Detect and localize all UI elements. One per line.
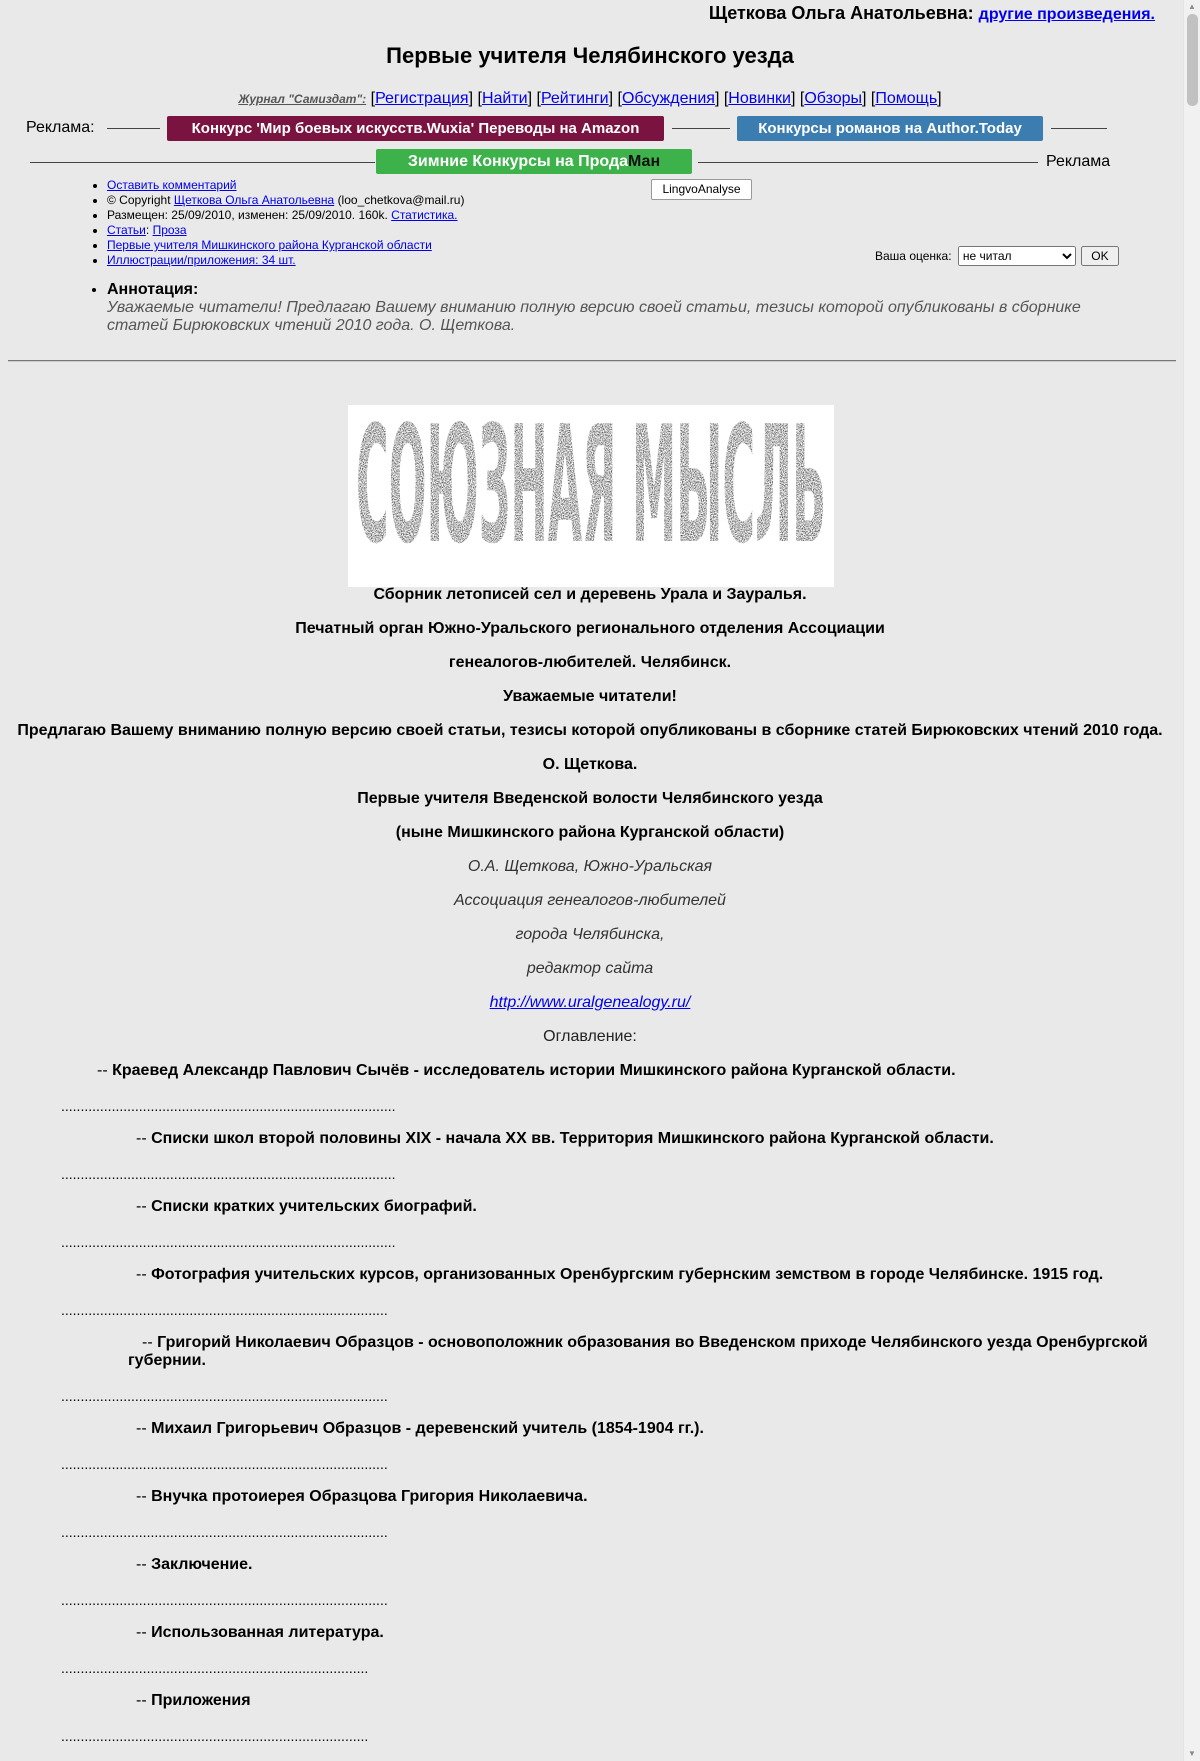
scroll-up-arrow-icon[interactable]: ▲ — [1188, 2, 1196, 11]
nav-help[interactable]: Помощь — [875, 90, 938, 107]
toc-item[interactable] — [136, 1488, 588, 1506]
ad-row-2 — [0, 149, 1180, 177]
body-line: Предлагаю Вашему вниманию полную версию своей статьи, тезисы которой опубликованы в сборнике статей Бирюковских чтений 2010 года. — [17, 722, 1163, 739]
toc-item-text: Заключение. — [151, 1556, 253, 1573]
toc-item-text: Фотография учительских курсов, организованных Оренбургским губернским земством в городе Челябинске. 1915 год. — [151, 1266, 1104, 1283]
lingvo-analyse-button[interactable]: LingvoAnalyse — [651, 179, 752, 200]
ad-divider — [30, 162, 375, 163]
nav-new[interactable]: Новинки — [728, 90, 791, 107]
toc-dash: -- — [136, 1692, 147, 1709]
copyright-author-link[interactable]: Щеткова Ольга Анатольевна — [173, 193, 335, 207]
copyright-email: (loo_chetkova@mail.ru) — [337, 193, 465, 207]
page-title: Первые учителя Челябинского уезда — [386, 43, 794, 68]
ad-label-right: Реклама — [1046, 153, 1111, 170]
body-line: города Челябинска, — [515, 926, 665, 943]
ad-row-1 — [0, 115, 1180, 143]
body-line: генеалогов-любителей. Челябинск. — [448, 654, 732, 671]
toc-item-text: Использованная литература. — [151, 1624, 384, 1641]
body-line: Ассоциация генеалогов-любителей — [454, 892, 726, 909]
category-link[interactable]: Статьи — [107, 223, 146, 237]
toc-dash: -- — [136, 1198, 147, 1215]
header-divider — [8, 360, 1176, 362]
rating-label: Ваша оценка: — [875, 249, 952, 263]
ad-prodaman-button[interactable] — [376, 149, 692, 174]
body-line: редактор сайта — [526, 960, 654, 977]
toc-dash: -- — [136, 1556, 147, 1573]
toc-item-text-cont: губернии. — [128, 1352, 206, 1369]
toc-item[interactable] — [136, 1692, 251, 1710]
body-line: Сборник летописей сел и деревень Урала и Зауралья. — [373, 586, 807, 603]
toc-item-text: Списки кратких учительских биографий. — [151, 1198, 477, 1215]
journal-link[interactable]: Журнал "Самиздат": — [238, 92, 367, 106]
related-work-link[interactable]: Первые учителя Мишкинского района Курганской области — [107, 238, 432, 252]
posted-info: Размещен: 25/09/2010, изменен: 25/09/2010. 160k. — [107, 208, 388, 222]
other-works-link[interactable]: другие произведения. — [978, 6, 1155, 23]
leave-comment-link[interactable]: Оставить комментарий — [107, 178, 237, 192]
body-line: Печатный орган Южно-Уральского регионального отделения Ассоциации — [295, 620, 885, 637]
logo-text: СОЮЗНАЯ МЫСЛЬ — [356, 405, 826, 580]
site-nav: Журнал "Самиздат": [Регистрация] [Найти] [Рейтинги] [Обсуждения] [Новинки] [Обзоры] [Помощь] — [238, 90, 942, 107]
toc-dots: ...................................................................................... — [61, 1234, 396, 1250]
toc-dots: .................................................................................... — [61, 1388, 388, 1404]
toc-item-text: Краевед Александр Павлович Сычёв - исследователь истории Мишкинского района Курганской области. — [112, 1062, 956, 1079]
ad-prodaman-suffix: Ман — [628, 153, 661, 170]
statistics-link[interactable]: Статистика. — [391, 208, 458, 222]
ad-prodaman-text: Зимние Конкурсы на Прода — [407, 153, 629, 170]
meta-item: • Статьи: Проза — [107, 223, 464, 238]
scrollbar-thumb[interactable] — [1187, 14, 1198, 106]
annotation-text: Уважаемые читатели! Предлагаю Вашему вниманию полную версию своей статьи, тезисы которой опубликованы в сборнике статей Бирюковских чтений 2010 года. О. Щеткова. — [107, 299, 1081, 334]
body-line: О. Щеткова. — [542, 756, 638, 773]
toc-dash: -- — [136, 1420, 147, 1437]
toc-dash: -- — [136, 1266, 147, 1283]
meta-item — [107, 253, 464, 268]
toc-item[interactable] — [136, 1624, 384, 1642]
annotation — [95, 281, 1095, 335]
toc-item[interactable] — [97, 1062, 956, 1080]
genre-link[interactable]: Проза — [152, 223, 187, 237]
toc-dash: -- — [136, 1488, 147, 1505]
toc-item[interactable] — [136, 1420, 704, 1438]
ad-wuxia-button[interactable]: Конкурс 'Мир боевых искусств.Wuxia' Переводы на Amazon — [167, 116, 664, 141]
body-line: Уважаемые читатели! — [503, 688, 677, 705]
meta-item — [107, 193, 464, 208]
toc-dash: -- — [136, 1130, 147, 1147]
toc-item-text: Списки школ второй половины XIX - начала XX вв. Территория Мишкинского района Курганской области. — [151, 1130, 994, 1147]
site-link-line — [0, 994, 1180, 1012]
nav-ratings[interactable]: Рейтинги — [540, 90, 609, 107]
toc-item-text: Приложения — [151, 1692, 251, 1709]
toc-dots: ............................................................................... — [61, 1660, 369, 1676]
toc-dots: ...................................................................................... — [61, 1166, 396, 1182]
toc-item-text: Внучка протоиерея Образцова Григория Николаевича. — [151, 1488, 588, 1505]
author-name: Щеткова Ольга Анатольевна: — [708, 3, 974, 23]
nav-register[interactable]: Регистрация — [375, 90, 469, 107]
nav-reviews[interactable]: Обзоры — [804, 90, 863, 107]
rating-ok-button[interactable]: OK — [1081, 246, 1118, 266]
site-link[interactable]: http://www.uralgenealogy.ru/ — [489, 994, 691, 1011]
ad-divider — [672, 128, 730, 129]
toc-item-text: Михаил Григорьевич Образцов - деревенский учитель (1854-1904 гг.). — [151, 1420, 704, 1437]
toc-dots: ............................................................................... — [61, 1728, 369, 1744]
logo-svg — [348, 405, 834, 587]
body-line: О.А. Щеткова, Южно-Уральская — [467, 858, 713, 875]
toc-dots: ...................................................................................... — [61, 1098, 396, 1114]
ad-label-left: Реклама: — [26, 119, 95, 136]
toc-item[interactable] — [136, 1266, 1103, 1284]
body-line: (ныне Мишкинского района Курганской области) — [395, 824, 785, 841]
ad-divider — [1051, 128, 1107, 129]
scroll-down-arrow-icon[interactable]: ▼ — [1188, 1749, 1196, 1758]
toc-item[interactable] — [136, 1556, 252, 1574]
copyright-label: © Copyright — [107, 193, 171, 207]
ad-divider — [107, 128, 160, 129]
body-line: Первые учителя Введенской волости Челябинского уезда — [357, 790, 823, 807]
article-meta — [95, 178, 464, 268]
toc-item[interactable] — [136, 1130, 994, 1148]
toc-dots: .................................................................................... — [61, 1302, 388, 1318]
toc-item-text: Григорий Николаевич Образцов - основоположник образования во Введенском приходе Челябинского уезда Оренбургской — [157, 1334, 1148, 1351]
toc-dots: .................................................................................... — [61, 1524, 388, 1540]
vertical-scrollbar[interactable] — [1183, 0, 1200, 1761]
illustrations-link[interactable]: Иллюстрации/приложения: 34 шт. — [107, 253, 296, 267]
annotation-item — [107, 281, 1095, 335]
ad-authortoday-button[interactable]: Конкурсы романов на Author.Today — [737, 116, 1043, 141]
meta-item — [107, 208, 464, 223]
toc-dash: -- — [136, 1624, 147, 1641]
author-line — [709, 3, 1155, 24]
toc-item[interactable] — [128, 1334, 1176, 1370]
rating-form — [875, 246, 1119, 266]
toc-dash: -- — [142, 1334, 153, 1351]
toc-title: Оглавление: — [543, 1028, 637, 1045]
rating-select[interactable] — [958, 246, 1076, 266]
annotation-label: • Аннотация: — [107, 281, 199, 298]
meta-item — [107, 178, 464, 193]
toc-dots: .................................................................................... — [61, 1456, 388, 1472]
toc-item[interactable] — [136, 1198, 477, 1216]
meta-item — [107, 238, 464, 253]
toc-dash: -- — [97, 1062, 108, 1079]
nav-search[interactable]: Найти — [481, 90, 528, 107]
nav-discussions[interactable]: Обсуждения — [621, 90, 715, 107]
ad-divider — [698, 162, 1038, 163]
newspaper-logo-image — [348, 405, 834, 587]
toc-dots: .................................................................................... — [61, 1592, 388, 1608]
